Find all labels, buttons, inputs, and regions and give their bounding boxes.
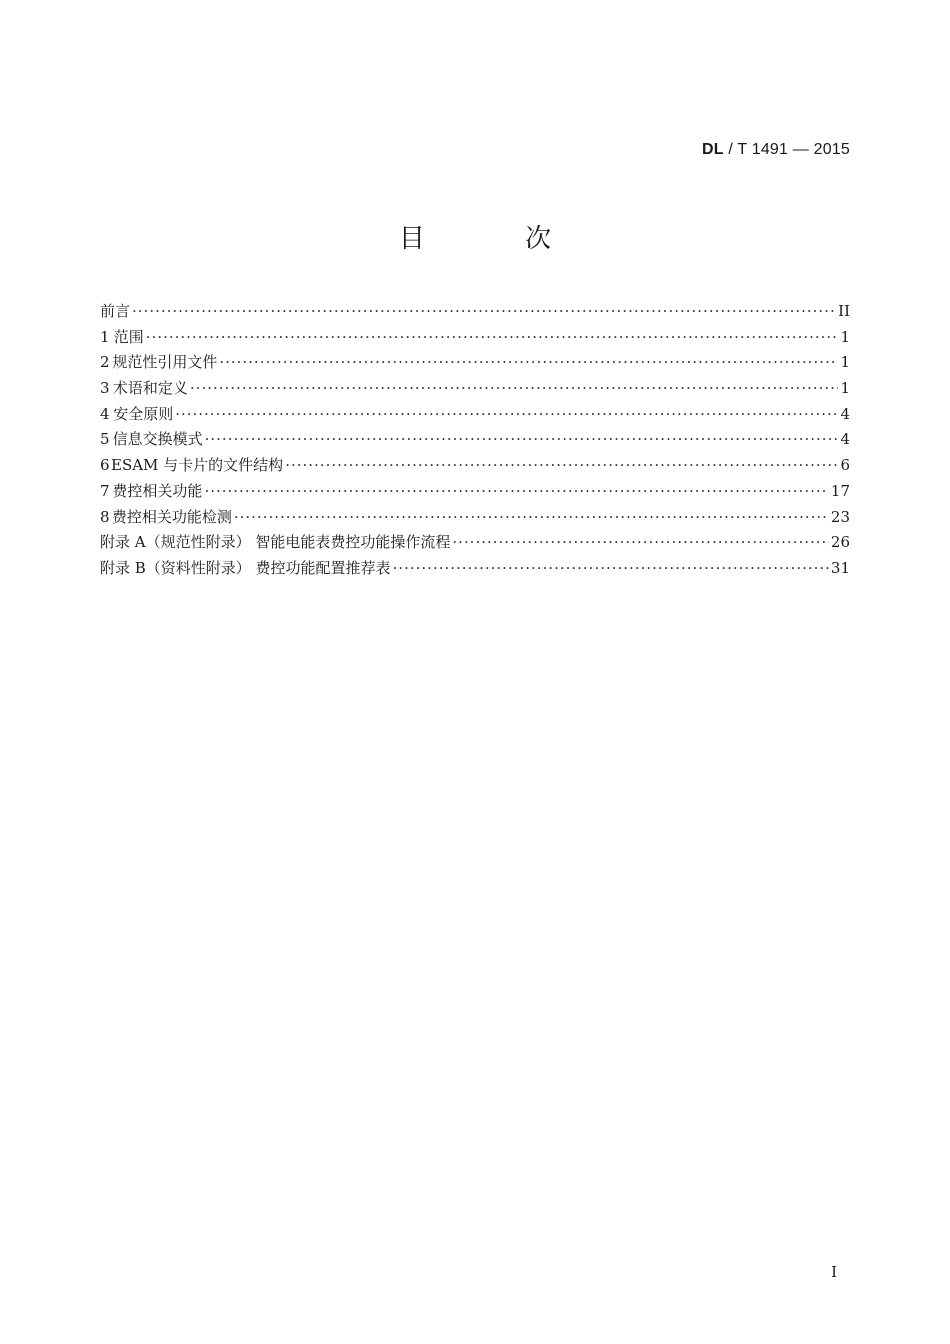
toc-entry-page: 31 [830,558,850,577]
toc-entry-page: 4 [840,404,850,423]
toc-entry-label: 安全原则 [113,404,174,423]
toc-entry-foreword[interactable] [100,300,850,326]
toc-dot-leader [190,379,839,397]
toc-dot-leader [234,508,829,526]
toc-entry-label: 信息交换模式 [112,430,203,449]
toc-entry-page: 17 [830,481,850,500]
toc-dot-leader [175,405,838,423]
toc-dot-leader [452,533,829,551]
toc-entry-7[interactable] [100,480,850,506]
toc-entry-label: 术语和定义 [112,379,188,398]
toc-entry-page: II [838,302,850,320]
toc-dot-leader [393,559,829,577]
toc-entry-label: 费控相关功能检测 [111,507,232,526]
toc-entry-page: 26 [830,533,850,552]
toc-entry-label: 范围 [113,327,144,346]
toc-entry-label: 前言 [100,302,131,320]
standard-suffix: / T 1491 — 2015 [728,141,850,158]
standard-prefix: DL [702,141,724,158]
toc-entry-number: 4 [100,404,110,423]
toc-dot-leader [285,456,838,474]
toc-entry-label: ESAM 与卡片的文件结构 [111,456,284,475]
page-title: 目 次 [398,224,598,254]
page-number: I [831,1263,837,1281]
toc-dot-leader [146,328,839,346]
toc-entry-2[interactable] [100,351,850,377]
toc-entry-3[interactable] [100,377,850,403]
toc-entry-number: 2 [100,353,110,372]
toc-dot-leader [132,302,836,320]
toc-entry-1[interactable] [100,326,850,352]
toc-entry-number: 3 [100,379,110,398]
toc-entry-8[interactable] [100,506,850,532]
toc-entry-label: 附录 A（规范性附录） 智能电能表费控功能操作流程 [100,533,451,552]
toc-entry-appendix-b[interactable] [100,557,850,583]
toc-entry-6[interactable] [100,454,850,480]
toc-entry-number: 5 [100,430,110,449]
toc-entry-4[interactable] [100,403,850,429]
toc-entry-label: 规范性引用文件 [112,353,218,372]
toc-entry-label: 费控相关功能 [112,481,203,500]
toc-dot-leader [219,353,838,371]
table-of-contents [100,300,850,583]
toc-entry-page: 1 [840,353,850,372]
toc-entry-label: 附录 B（资料性附录） 费控功能配置推荐表 [100,558,391,577]
toc-entry-number: 7 [100,481,110,500]
toc-entry-page: 1 [840,379,850,398]
toc-entry-page: 4 [840,430,850,449]
toc-entry-5[interactable] [100,428,850,454]
toc-dot-leader [205,430,839,448]
toc-entry-appendix-a[interactable] [100,531,850,557]
toc-entry-page: 6 [840,456,850,475]
toc-entry-number: 1 [100,327,110,346]
standard-number [702,141,850,159]
toc-entry-number: 6 [100,456,110,475]
toc-entry-number: 8 [100,507,110,526]
toc-dot-leader [204,482,828,500]
toc-entry-page: 1 [840,327,850,346]
toc-entry-page: 23 [830,507,850,526]
